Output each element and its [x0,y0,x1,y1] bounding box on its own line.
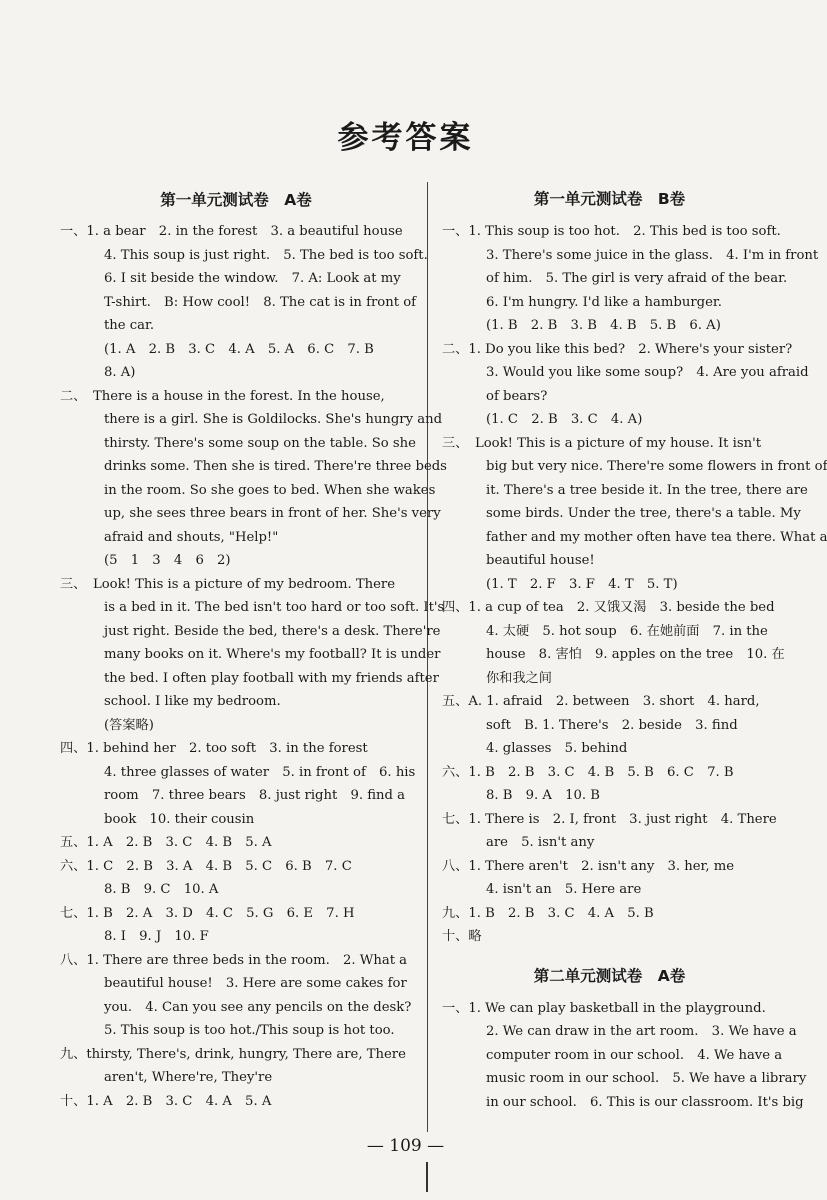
answer-line: the bed. I often play football with my friends after [104,670,439,686]
binding-mark [426,1162,428,1192]
answer-line: are 5. isn't any [486,835,595,850]
answer-line: 一、1. We can play basketball in the playground. [442,1000,766,1016]
answer-line: 四、1. behind her 2. too soft 3. in the forest [60,741,368,756]
left-column [60,178,447,1113]
answer-line: 三、 Look! This is a picture of my bedroom. There [60,576,396,592]
answer-line: 3. Would you like some soup? 4. Are you afraid [486,365,809,380]
answer-line: 八、1. There are three beds in the room. 2. What a [60,952,408,968]
right-column [442,178,827,1114]
answer-line: 4. 太硬 5. hot soup 6. 在她前面 7. in the [486,623,768,639]
answer-line: 十、1. A 2. B 3. C 4. A 5. A [60,1093,272,1109]
answer-line: 四、1. a cup of tea 2. 又饿又渴 3. beside the bed [442,600,775,615]
left-answer-lines [60,220,447,1113]
answer-line: 二、1. Do you like this bed? 2. Where's your sister? [442,341,793,357]
answer-line: just right. Beside the bed, there's a desk. There're [104,623,441,639]
answer-line: drinks some. Then she is tired. There're three beds [104,459,447,474]
answer-line: 一、1. a bear 2. in the forest 3. a beautiful house [60,224,403,239]
answer-line: soft B. 1. There's 2. beside 3. find [486,717,738,733]
answer-line: you. 4. Can you see any pencils on the desk? [104,999,412,1015]
answer-line: room 7. three bears 8. just right 9. find a [104,788,406,803]
answer-line: of bears? [486,388,548,404]
page-number: — 109 — [366,1136,445,1156]
answer-line: (答案略) [104,717,154,733]
answer-line: (1. A 2. B 3. C 4. A 5. A 6. C 7. B [104,341,374,357]
section-title-unit1-a: 第一单元测试卷 A卷 [160,191,312,209]
answer-line: school. I like my bedroom. [104,694,281,709]
answer-line: 六、1. C 2. B 3. A 4. B 5. C 6. B 7. C [60,858,352,874]
answer-line: there is a girl. She is Goldilocks. She's hungry and [104,412,443,427]
answer-line: 4. three glasses of water 5. in front of 6. his [104,764,416,780]
answer-line: 8. I 9. J 10. F [104,929,209,944]
answer-line: T-shirt. B: How cool! 8. The cat is in front of [104,294,417,310]
answer-line: 二、 There is a house in the forest. In the house, [60,388,385,404]
answer-line: 6. I'm hungry. I'd like a hamburger. [486,294,722,310]
answer-line: 3. There's some juice in the glass. 4. I'm in front [486,247,819,263]
answer-line: many books on it. Where's my football? It is under [104,647,441,662]
answer-line: 4. This soup is just right. 5. The bed is too soft. [104,247,428,263]
answer-line: (1. T 2. F 3. F 4. T 5. T) [486,576,678,592]
answer-line: 6. I sit beside the window. 7. A: Look at my [104,271,401,286]
answer-line: 8. B 9. A 10. B [486,788,600,803]
answer-line: 七、1. B 2. A 3. D 4. C 5. G 6. E 7. H [60,905,355,921]
answer-line: aren't, Where're, They're [104,1070,273,1085]
answer-line: 七、1. There is 2. I, front 3. just right 4. There [442,811,777,827]
answer-line: 五、A. 1. afraid 2. between 3. short 4. hard, [442,694,760,709]
answer-line: thirsty. There's some soup on the table. So she [104,435,416,451]
answer-line: father and my mother often have tea there. What a [486,529,827,545]
answer-line: (1. B 2. B 3. B 4. B 5. B 6. A) [486,318,721,333]
answer-line: music room in our school. 5. We have a library [486,1071,807,1086]
answer-line: in the room. So she goes to bed. When she wakes [104,482,436,498]
answer-line: beautiful house! 3. Here are some cakes for [104,976,407,991]
answer-line: 4. glasses 5. behind [486,741,628,756]
answer-line: beautiful house! [486,553,595,568]
answer-line: 5. This soup is too hot./This soup is hot too. [104,1023,395,1038]
answer-line: 2. We can draw in the art room. 3. We have a [486,1024,797,1039]
answer-line: (1. C 2. B 3. C 4. A) [486,412,643,427]
page-title: 参考答案 [337,120,474,156]
answer-line: some birds. Under the tree, there's a table. My [486,506,801,521]
answer-line: (5 1 3 4 6 2) [104,553,231,568]
answer-line: 十、略 [442,929,482,944]
answer-line: house 8. 害怕 9. apples on the tree 10. 在 [486,647,785,662]
answer-line: 八、1. There aren't 2. isn't any 3. her, me [442,858,735,874]
right-answer-lines-2 [442,997,807,1115]
answer-line: book 10. their cousin [104,811,255,827]
section-title-unit1-b: 第一单元测试卷 B卷 [533,190,686,208]
answer-line: in our school. 6. This is our classroom. It's big [486,1094,804,1110]
answer-line: 九、thirsty, There's, drink, hungry, There are, There [60,1046,406,1062]
answer-line: 4. isn't an 5. Here are [486,882,642,897]
answer-line: of him. 5. The girl is very afraid of the bear. [486,271,788,286]
answer-line: afraid and shouts, "Help!" [104,529,279,545]
answer-line: 一、1. This soup is too hot. 2. This bed is too soft. [442,224,781,239]
answer-line: 六、1. B 2. B 3. C 4. B 5. B 6. C 7. B [442,764,734,780]
answer-line: 五、1. A 2. B 3. C 4. B 5. A [60,835,272,850]
answer-line: big but very nice. There're some flowers in front of [486,459,827,474]
section-title-unit2-a: 第二单元测试卷 A卷 [533,966,686,985]
answer-line: 你和我之间 [486,670,552,686]
answer-line: up, she sees three bears in front of her. She's very [104,506,441,521]
answer-line: 九、1. B 2. B 3. C 4. A 5. B [442,905,654,921]
answer-line: it. There's a tree beside it. In the tree, there are [486,482,808,498]
answer-line: computer room in our school. 4. We have a [486,1047,783,1063]
answer-line: 8. A) [104,365,136,380]
answer-line: the car. [104,318,155,333]
answer-line: 8. B 9. C 10. A [104,882,219,897]
answer-line: is a bed in it. The bed isn't too hard or too soft. It's [104,600,445,615]
answer-line: 三、 Look! This is a picture of my house. It isn't [442,435,762,451]
right-answer-lines [442,220,827,949]
